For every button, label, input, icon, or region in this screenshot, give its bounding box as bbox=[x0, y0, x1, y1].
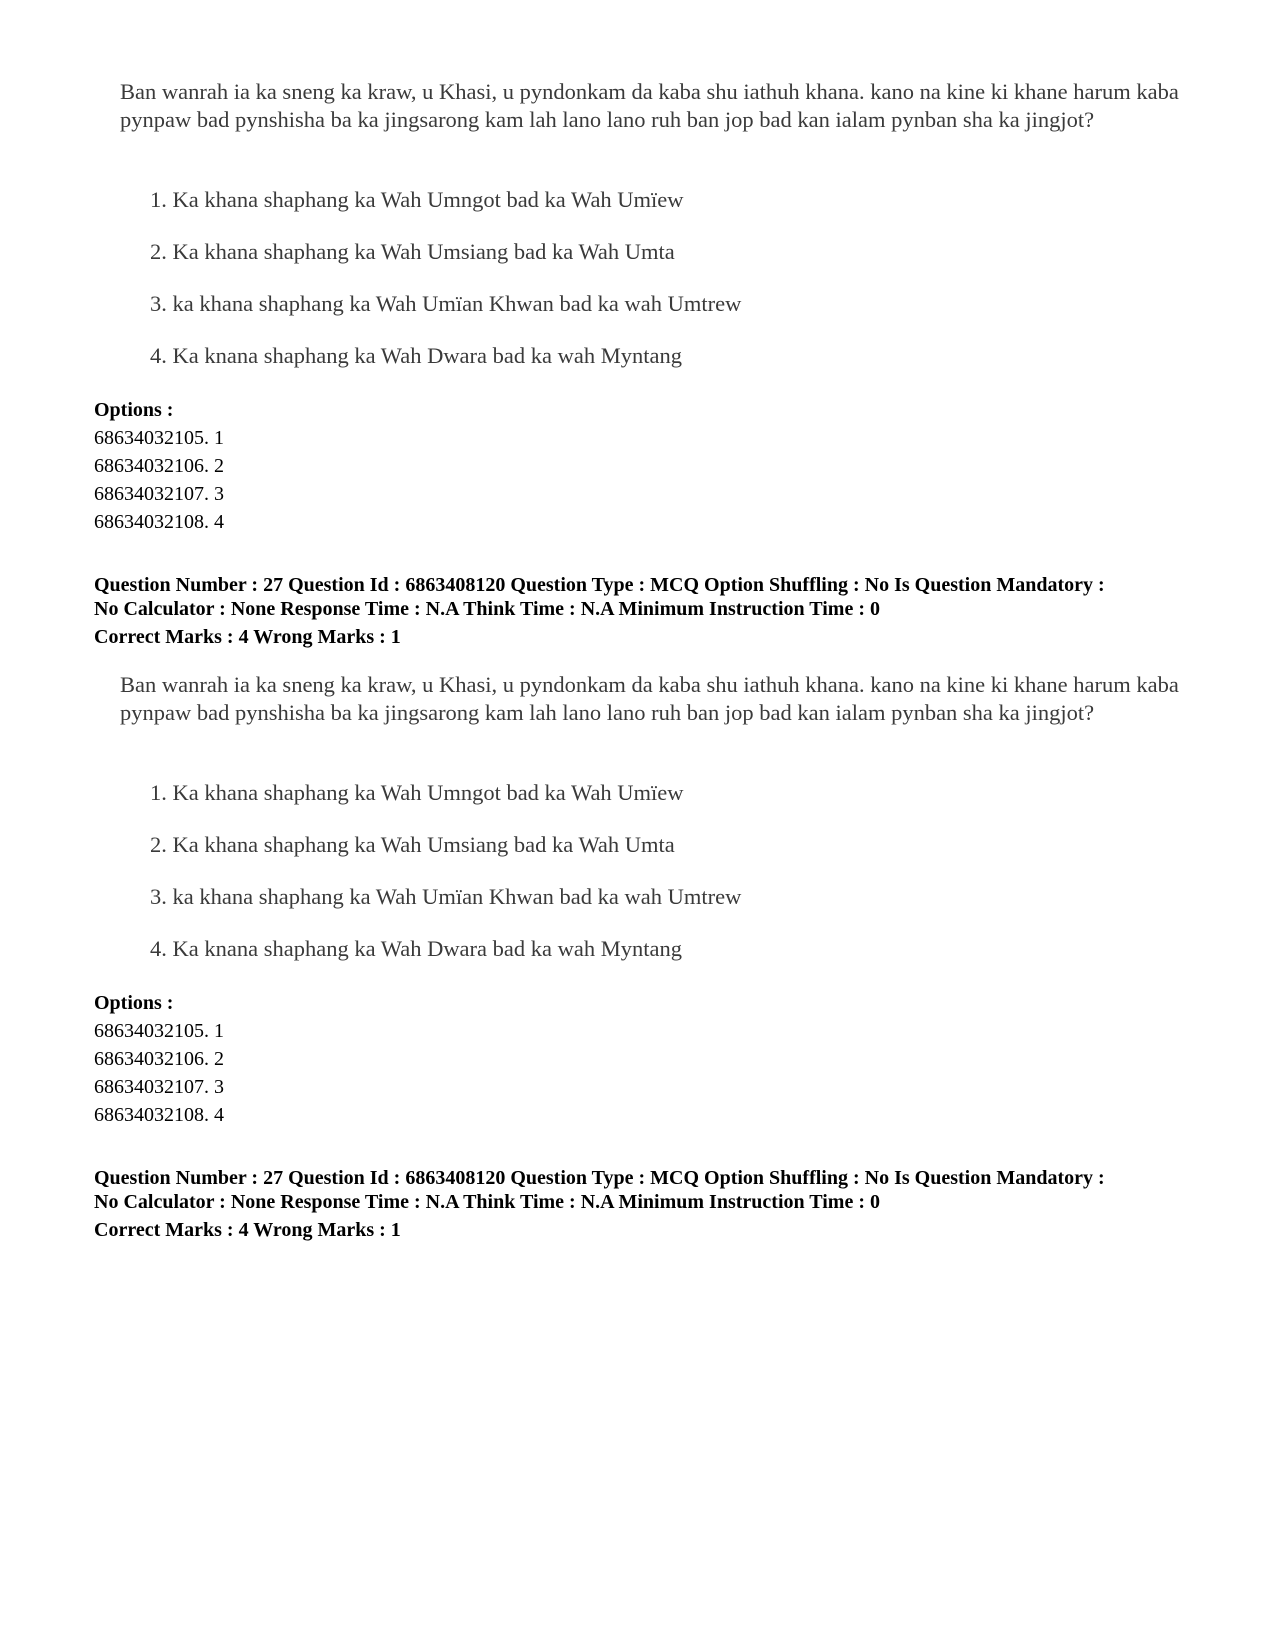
option-row: 68634032105. 1 bbox=[94, 427, 224, 449]
choice-item: 2. Ka khana shaphang ka Wah Umsiang bad ka Wah Umta bbox=[150, 239, 675, 264]
question-meta-line: Question Number : 27 Question Id : 6863408120 Question Type : MCQ Option Shuffling : No Is Question Mandatory : bbox=[94, 574, 1105, 596]
option-row: 68634032107. 3 bbox=[94, 483, 224, 505]
choice-item: 1. Ka khana shaphang ka Wah Umngot bad ka Wah Umïew bbox=[150, 780, 684, 805]
choice-item: 4. Ka knana shaphang ka Wah Dwara bad ka wah Myntang bbox=[150, 936, 682, 961]
choice-item: 3. ka khana shaphang ka Wah Umïan Khwan bad ka wah Umtrew bbox=[150, 884, 742, 909]
marks-line: Correct Marks : 4 Wrong Marks : 1 bbox=[94, 1219, 401, 1241]
choice-item: 2. Ka khana shaphang ka Wah Umsiang bad ka Wah Umta bbox=[150, 832, 675, 857]
options-label: Options : bbox=[94, 992, 174, 1014]
choice-item: 4. Ka knana shaphang ka Wah Dwara bad ka wah Myntang bbox=[150, 343, 682, 368]
choice-item: 1. Ka khana shaphang ka Wah Umngot bad ka Wah Umïew bbox=[150, 187, 684, 212]
question-meta-line: No Calculator : None Response Time : N.A Think Time : N.A Minimum Instruction Time : 0 bbox=[94, 1191, 880, 1213]
choice-item: 3. ka khana shaphang ka Wah Umïan Khwan bad ka wah Umtrew bbox=[150, 291, 742, 316]
option-row: 68634032106. 2 bbox=[94, 1048, 224, 1070]
option-row: 68634032108. 4 bbox=[94, 1104, 224, 1126]
question-stem: Ban wanrah ia ka sneng ka kraw, u Khasi, u pyndonkam da kaba shu iathuh khana. kano na kine ki khane harum kaba pynpaw bad pynshisha ba ka jingsarong kam lah lano lano ruh ban jop bad kan ialam pynban sha ka jingjot? bbox=[120, 79, 1179, 132]
options-label: Options : bbox=[94, 399, 174, 421]
question-meta-line: No Calculator : None Response Time : N.A Think Time : N.A Minimum Instruction Time : 0 bbox=[94, 598, 880, 620]
option-row: 68634032108. 4 bbox=[94, 511, 224, 533]
option-row: 68634032106. 2 bbox=[94, 455, 224, 477]
question-meta-line: Question Number : 27 Question Id : 6863408120 Question Type : MCQ Option Shuffling : No Is Question Mandatory : bbox=[94, 1167, 1105, 1189]
option-row: 68634032107. 3 bbox=[94, 1076, 224, 1098]
question-image bbox=[120, 78, 1180, 134]
marks-line: Correct Marks : 4 Wrong Marks : 1 bbox=[94, 626, 401, 648]
option-row: 68634032105. 1 bbox=[94, 1020, 224, 1042]
question-stem: Ban wanrah ia ka sneng ka kraw, u Khasi, u pyndonkam da kaba shu iathuh khana. kano na kine ki khane harum kaba pynpaw bad pynshisha ba ka jingsarong kam lah lano lano ruh ban jop bad kan ialam pynban sha ka jingjot? bbox=[120, 672, 1179, 725]
question-image bbox=[120, 671, 1180, 727]
